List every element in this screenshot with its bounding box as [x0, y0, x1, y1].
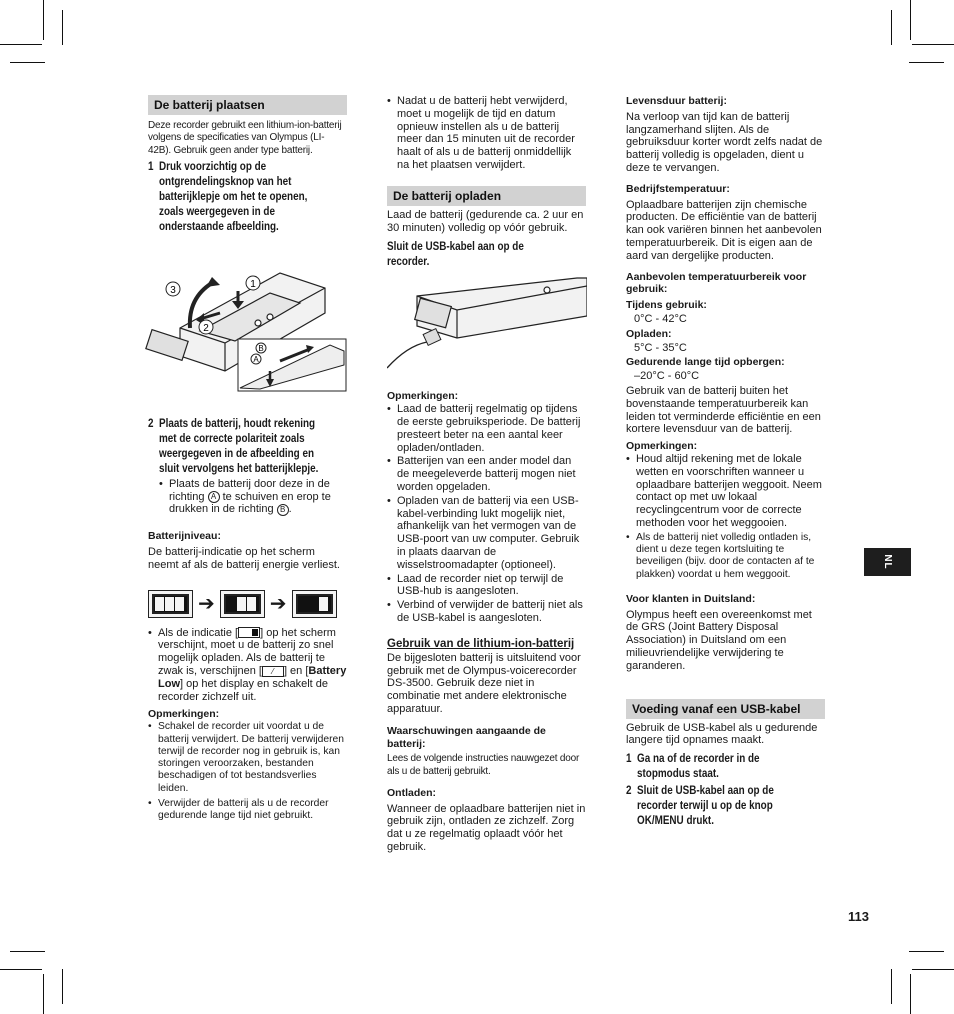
crop-mark [10, 62, 45, 63]
notes-heading: Opmerkingen: [148, 708, 220, 721]
crop-mark [909, 951, 944, 952]
crop-mark [912, 969, 954, 970]
step-number: 1 [626, 753, 632, 766]
step-text: Plaats de batterij, houdt rekening met de correcte polariteit zoals weergegeven in de afbeelding en sluit vervolgens het batterijklepje. [159, 417, 319, 475]
crop-mark [891, 969, 892, 1004]
crop-mark [62, 969, 63, 1004]
discharge-text: Wanneer de oplaadbare batterijen niet in gebruik zijn, ontladen ze zichzelf. Zorg dat u ze regelmatig oplaadt vóór het gebruik. [387, 802, 586, 854]
step-text: Sluit de USB-kabel aan op de recorder terwijl u op de knop OK/MENU drukt. [637, 785, 774, 828]
fig-label-1: 1 [250, 278, 256, 290]
crop-mark [891, 10, 892, 45]
section-title-usb-power: Voeding vanaf een USB-kabel [626, 699, 825, 719]
language-tab: NL [864, 548, 911, 576]
warnings-text: Lees de volgende instructies nauwgezet door als u de batterij gebruikt. [387, 753, 580, 777]
crop-mark [62, 10, 63, 45]
battery-life-heading: Levensduur batterij: [626, 95, 727, 107]
list-item: • Nadat u de batterij hebt verwijderd, moet u mogelijk de tijd en datum opnieuw instellen als u de batterij meer dan 15 minuten uit de recorder haalt of als u de batterij onmiddellijk na het plaatsen verwijdert. [387, 95, 586, 172]
usb-step-2 [626, 784, 825, 829]
step-2-bullets [159, 478, 347, 516]
section-title-insert-battery: De batterij plaatsen [148, 95, 347, 115]
section-title-charge-battery: De batterij opladen [387, 186, 586, 206]
step-text: Ga na of de recorder in de stopmodus staat. [637, 753, 760, 781]
column-right [626, 95, 825, 829]
list-item: • Verbind of verwijder de batterij niet als de USB-kabel is aangesloten. [387, 599, 586, 625]
in-use-heading: Tijdens gebruik: [626, 299, 707, 312]
usb-connect-step: Sluit de USB-kabel aan op de recorder. [387, 241, 524, 269]
battery-two-thirds-icon [220, 590, 265, 618]
intro-text: Deze recorder gebruikt een lithium-ion-batterij volgens de specificaties van Olympus (LI-42B). Gebruik geen ander type batterij. [148, 120, 342, 156]
operating-temp-text: Oplaadbare batterijen zijn chemische producten. De efficiëntie van de batterij kan ook variëren binnen het aanbevolen temperatuurbereik. Dit is eigen aan de aard van dergelijke producten. [626, 198, 822, 262]
arrow-right-icon: ➔ [198, 592, 215, 615]
label-b-icon: B [277, 504, 289, 516]
notes-heading: Opmerkingen: [387, 390, 459, 403]
list-item: • Batterijen van een ander model dan de meegeleverde batterij mogen niet worden opgeladen. [387, 455, 586, 493]
step-number: 1 [148, 160, 154, 173]
usb-step-1 [626, 752, 825, 782]
charging-notes-list [387, 403, 586, 625]
step-number: 2 [148, 417, 154, 430]
battery-level-heading: Batterijniveau: [148, 530, 221, 543]
column-middle [387, 95, 586, 854]
step-1 [148, 160, 347, 235]
usb-cable [387, 342, 427, 368]
battery-level-text: De batterij-indicatie op het scherm neemt af als de batterij energie verliest. [148, 546, 340, 571]
label-a-icon: A [208, 491, 220, 503]
notes-list [148, 721, 347, 822]
crop-mark [0, 969, 42, 970]
crop-mark [43, 0, 44, 40]
battery-life-text: Na verloop van tijd kan de batterij langzamerhand slijten. Als de gebruiksduur korter wordt zelfs nadat de batterij volledig is opgeladen, dient u deze te vervangen. [626, 110, 823, 174]
fig-label-a: A [253, 354, 259, 364]
crop-mark [10, 951, 45, 952]
usb-connection-figure [387, 276, 587, 376]
notes-heading: Opmerkingen: [626, 440, 698, 453]
storage-text: Gebruik van de batterij buiten het bovenstaande temperatuurbereik kan leiden tot verminderde efficiëntie en een kortere levensduur van de batterij. [626, 384, 821, 436]
top-bullets [387, 95, 586, 172]
battery-full-icon [148, 590, 193, 618]
storage-value: –20°C - 60°C [634, 370, 700, 383]
list-item: • Laad de recorder niet op terwijl de USB-hub is aangesloten. [387, 573, 586, 599]
battery-low-small-icon [238, 627, 260, 638]
charging-value: 5°C - 35°C [634, 341, 687, 354]
fig-label-3: 3 [170, 284, 176, 296]
warnings-heading: Waarschuwingen aangaande de batterij: [387, 724, 546, 750]
step-2 [148, 417, 347, 477]
battery-insertion-figure [140, 253, 350, 393]
page-number: 113 [848, 909, 869, 924]
arrow-right-icon: ➔ [269, 592, 287, 615]
operating-temp-heading: Bedrijfstemperatuur: [626, 182, 730, 195]
column-left [148, 95, 347, 823]
germany-text: Olympus heeft een overeenkomst met de GRS (Joint Battery Disposal Association) in Duitsland om een milieuvriendelijke verwijdering te garanderen. [626, 608, 812, 672]
liion-text: De bijgesloten batterij is uitsluitend voor gebruik met de Olympus-voicerecorder DS-3500. Gebruik deze niet in combinatie met andere elektronische apparatuur. [387, 651, 581, 715]
in-use-value: 0°C - 42°C [634, 312, 687, 325]
charge-text: Laad de batterij (gedurende ca. 2 uur en 30 minuten) volledig op vóór gebruik. [387, 208, 584, 234]
list-item: • Plaats de batterij door deze in de richting A te schuiven en erop te drukken in de richting B . [159, 478, 347, 516]
battery-empty-icon: ⁄ [262, 666, 284, 677]
battery-indicator-bullets [148, 627, 347, 704]
list-item: • Schakel de recorder uit voordat u de batterij verwijdert. De batterij verwijderen terwijl de recorder nog in gebruik is, kan storingen veroorzaken, bestanden beschadigen of tot bestandsverlies leiden. [148, 721, 347, 795]
list-item: • Laad de batterij regelmatig op tijdens de eerste gebruiksperiode. De batterij presteert beter na een aantal keer opladen/ontladen. [387, 403, 586, 454]
crop-mark [910, 974, 911, 1014]
crop-mark [43, 974, 44, 1014]
list-item: • Als de batterij niet volledig ontladen is, dient u deze tegen kortsluiting te beveiligen (bijv. door de contacten af te plakken) voordat u hem weggooit. [626, 532, 825, 581]
storage-heading: Gedurende lange tijd opbergen: [626, 356, 785, 369]
crop-mark [909, 62, 944, 63]
disposal-notes-list [626, 453, 825, 581]
step-text: Druk voorzichtig op de ontgrendelingsknop van het batterijklepje om het te openen, zoals weergegeven in de onderstaande afbeelding. [159, 160, 308, 233]
crop-mark [0, 44, 42, 45]
list-item: • Houd altijd rekening met de lokale wetten en voorschriften wanneer u oplaadbare batterijen weggooit. Neem contact op met uw lokaal recyclingcentrum voor de correcte methoden voor het weggooien. [626, 453, 825, 530]
list-item: • Verwijder de batterij als u de recorder gedurende lange tijd niet gebruikt. [148, 798, 347, 823]
battery-low-icon [292, 590, 337, 618]
germany-heading: Voor klanten in Duitsland: [626, 592, 756, 605]
usb-power-text: Gebruik de USB-kabel als u gedurende langere tijd opnames maakt. [626, 721, 818, 747]
step-number: 2 [626, 785, 632, 798]
battery-indicator-sequence [148, 590, 347, 618]
fig-label-b: B [258, 343, 264, 353]
liion-heading: Gebruik van de lithium-ion-batterij [387, 637, 575, 650]
charging-heading: Opladen: [626, 327, 672, 340]
fig-label-2: 2 [203, 322, 209, 334]
list-item: • Als de indicatie [ ] op het scherm verschijnt, moet u de batterij zo snel mogelijk opladen. Als de batterij te zwak is, verschijnen [ ⁄ ] en [Battery Low] op het display en schakelt de recorder zichzelf uit. [148, 627, 347, 704]
discharge-heading: Ontladen: [387, 786, 436, 799]
crop-mark [910, 0, 911, 40]
crop-mark [912, 44, 954, 45]
temp-range-heading: Aanbevolen temperatuurbereik voor gebruik: [626, 270, 807, 296]
ok-menu-key: OK/MENU [637, 815, 684, 828]
list-item: • Opladen van de batterij via een USB-kabel-verbinding lukt mogelijk niet, afhankelijk van het vermogen van de USB-poort van uw computer. Gebruik in plaats daarvan de wisselstroomadapter (optioneel). [387, 495, 586, 572]
